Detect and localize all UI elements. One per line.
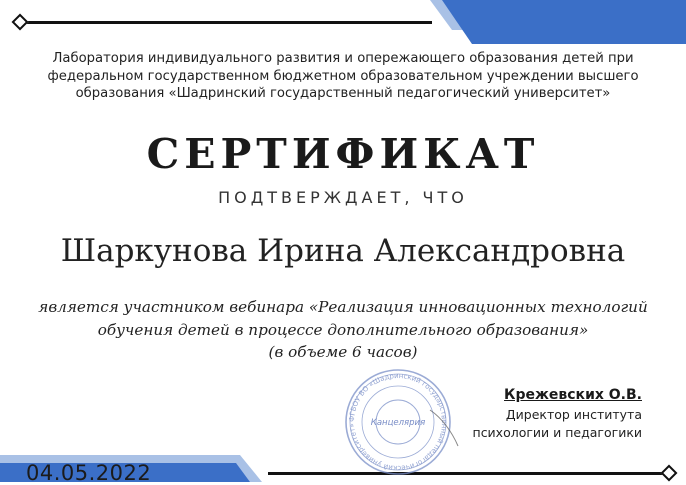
stamp-ring-text: ФГБОУ ВО «Шадринский государственный педагогический университет» xyxy=(347,371,449,473)
signatory-name: Крежевских О.В. xyxy=(504,387,642,403)
certificate-subtitle: ПОДТВЕРЖДАЕТ, ЧТО xyxy=(218,188,468,207)
stamp-center-text: Канцелярия xyxy=(370,418,426,428)
top-divider-line xyxy=(20,21,432,24)
body-line-2: обучения детей в процессе дополнительного образования» xyxy=(97,320,589,339)
bottom-divider-line xyxy=(268,472,666,475)
body-line-1: является участником вебинара «Реализация инновационных технологий xyxy=(38,298,648,316)
certificate-title: СЕРТИФИКАТ xyxy=(146,130,540,178)
organization-line-1: Лаборатория индивидуального развития и опережающего образования детей при xyxy=(52,51,634,66)
signatory-role-line-1: Директор института xyxy=(505,407,642,422)
recipient-name: Шаркунова Ирина Александровна xyxy=(60,233,626,269)
issue-date: 04.05.2022 xyxy=(26,461,152,485)
signatory-role-line-2: психологии и педагогики xyxy=(472,425,642,440)
signatory-role xyxy=(440,406,642,442)
certificate-body xyxy=(10,296,676,364)
top-right-dark-ribbon xyxy=(442,0,686,44)
organization-line-3: образования «Шадринский государственный педагогический университет» xyxy=(75,86,611,101)
body-line-3: (в объеме 6 часов) xyxy=(268,343,418,361)
top-diamond-icon xyxy=(12,14,29,31)
organization-header xyxy=(30,50,656,103)
organization-line-2: федеральном государственном бюджетном образовательном учреждении высшего xyxy=(47,68,639,84)
bottom-diamond-icon xyxy=(661,465,678,482)
